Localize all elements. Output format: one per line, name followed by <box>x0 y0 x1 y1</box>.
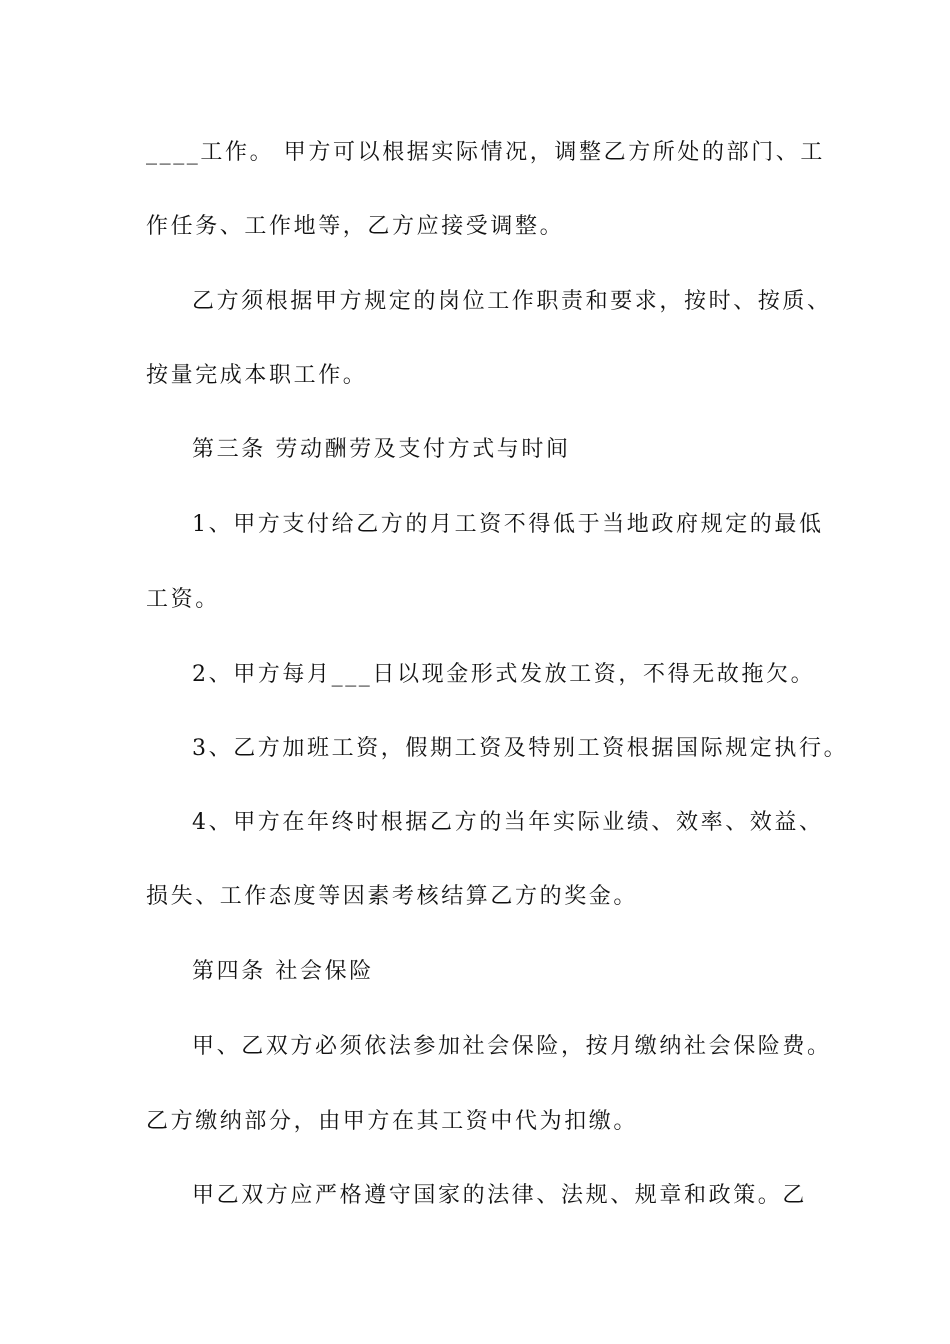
text-line: 作任务、工作地等，乙方应接受调整。 <box>146 214 565 239</box>
text-line: 4、甲方在年终时根据乙方的当年实际业绩、效率、效益、 <box>192 810 824 835</box>
text-line: ____工作。 甲方可以根据实际情况，调整乙方所处的部门、工 <box>146 140 825 165</box>
text-line: 甲乙双方应严格遵守国家的法律、法规、规章和政策。乙 <box>192 1183 808 1208</box>
section-heading: 第四条 社会保险 <box>192 959 374 984</box>
text-line: 甲、乙双方必须依法参加社会保险，按月缴纳社会保险费。 <box>192 1034 832 1059</box>
text-line: 按量完成本职工作。 <box>146 363 368 388</box>
text-line: 工资。 <box>146 587 220 612</box>
text-line: 乙方须根据甲方规定的岗位工作职责和要求，按时、按质、 <box>192 289 832 314</box>
text-line: 3、乙方加班工资，假期工资及特别工资根据国际规定执行。 <box>192 736 849 761</box>
text-line: 乙方缴纳部分，由甲方在其工资中代为扣缴。 <box>146 1109 639 1134</box>
section-heading: 第三条 劳动酬劳及支付方式与时间 <box>192 437 571 462</box>
text-line: 损失、工作态度等因素考核结算乙方的奖金。 <box>146 884 639 909</box>
text-line: 2、甲方每月___日以现金形式发放工资，不得无故拖欠。 <box>192 662 816 687</box>
text-line: 1、甲方支付给乙方的月工资不得低于当地政府规定的最低 <box>192 512 824 537</box>
